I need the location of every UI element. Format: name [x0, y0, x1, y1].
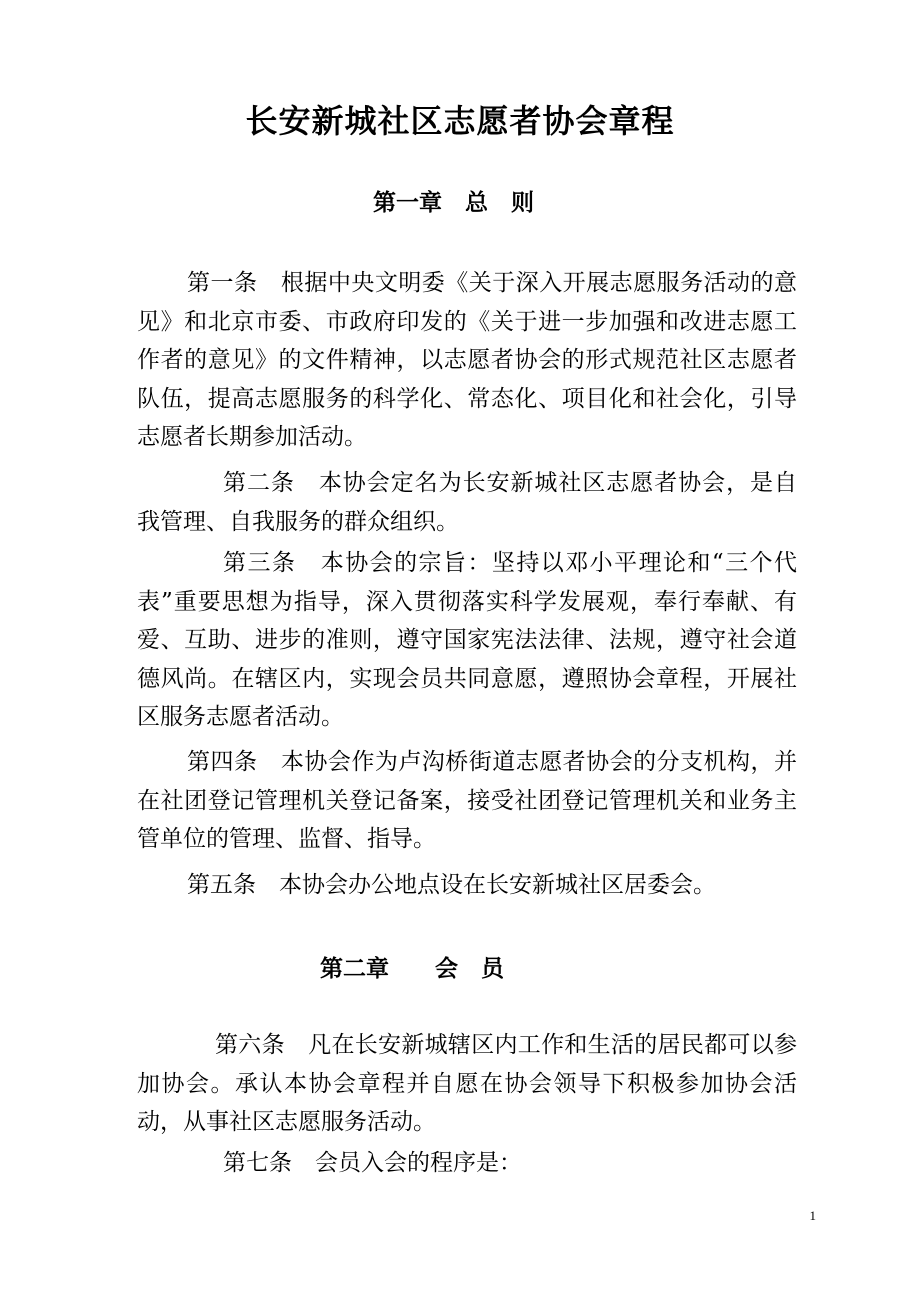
article-paragraph: 第三条 本协会的宗旨：坚持以邓小平理论和“三个代表”重要思想为指导，深入贯彻落实科学发展观，奉行奉献、有爱、互助、进步的准则，遵守国家宪法法律、法规，遵守社会道德风尚。在辖区内，实现会员共同意愿，遵照协会章程，开展社区服务志愿者活动。: [137, 550, 797, 730]
article-paragraph: 第二条 本协会定名为长安新城社区志愿者协会，是自我管理、自我服务的群众组织。: [137, 470, 797, 535]
article-paragraph: 第七条 会员入会的程序是：: [223, 1150, 522, 1176]
page-number: 1: [809, 1208, 816, 1223]
article-paragraph: 第一条 根据中央文明委《关于深入开展志愿服务活动的意见》和北京市委、市政府印发的《关于进一步加强和改进志愿工作者的意见》的文件精神，以志愿者协会的形式规范社区志愿者队伍，提高志愿服务的科学化、常态化、项目化和社会化，引导志愿者长期参加活动。: [137, 270, 797, 450]
article-paragraph: 第六条 凡在长安新城辖区内工作和生活的居民都可以参加协会。承认本协会章程并自愿在协会领导下积极参加协会活动，从事社区志愿服务活动。: [137, 1032, 797, 1135]
article-paragraph: 第四条 本协会作为卢沟桥街道志愿者协会的分支机构，并在社团登记管理机关登记备案，接受社团登记管理机关和业务主管单位的管理、监督、指导。: [137, 749, 797, 852]
document-title: 长安新城社区志愿者协会章程: [245, 102, 675, 140]
chapter-heading: 第一章 总 则: [373, 190, 534, 216]
article-paragraph: 第五条 本协会办公地点设在长安新城社区居委会。: [187, 872, 716, 898]
chapter-heading: 第二章 会 员: [320, 956, 504, 982]
